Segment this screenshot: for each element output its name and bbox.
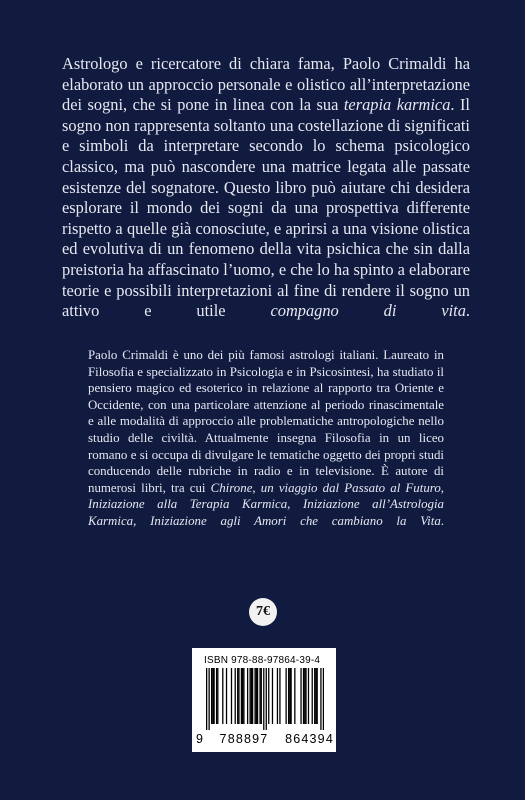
barcode-bar: [213, 668, 214, 724]
barcode-bar: [249, 668, 250, 724]
barcode-bar: [252, 668, 253, 724]
barcode-bar: [261, 668, 262, 724]
barcode-bar: [288, 668, 289, 724]
barcode-bar: [300, 668, 301, 724]
barcode-bar: [222, 668, 223, 724]
barcode-bar: [254, 668, 255, 724]
ean-left-group: 788897: [219, 732, 269, 746]
barcode-bar: [242, 668, 243, 724]
barcode-bar: [211, 668, 212, 724]
book-title: Iniziazione alla Terapia Karmica: [88, 497, 288, 512]
barcode-bar: [251, 668, 252, 724]
barcode-bar: [212, 668, 213, 724]
barcode-bar: [247, 668, 248, 724]
barcode-bar: [263, 668, 264, 730]
bio-text: Paolo Crimaldi è uno dei più famosi astrologi italiani. Laureato in Filosofia e specializzato in Psicologia e in Psicosintesi, ha studiato il pensiero magico ed esoterico in relazione al rapporto tra Oriente e Occidente, con una particolare attenzione al periodo rinascimentale e alle modalità di approccio alle problematiche antropologiche nello studio delle civiltà. Attualmente insegna Filosofia in un liceo romano e si occupa di divulgare le tematiche oggetto dei propri studi conducendo delle rubriche in radio e in televisione. È autore di numerosi libri, tra cui: [88, 348, 444, 495]
barcode-bar: [285, 668, 286, 724]
barcode-bar: [226, 668, 227, 724]
book-title: Iniziazione agli Amori che cambiano la Vita: [150, 513, 441, 528]
blurb-emphasis: terapia karmica: [343, 95, 451, 115]
barcode-bar: [256, 668, 257, 724]
barcode-bar: [294, 668, 295, 724]
barcode-bar: [237, 668, 238, 724]
bio-separator: ,: [133, 513, 151, 528]
author-bio: [88, 347, 444, 546]
barcode-bar: [206, 668, 207, 730]
book-title: Chirone, un viaggio dal Passato al Futuro: [210, 480, 441, 495]
blurb-text: Astrologo e ricercatore di chiara fama, Paolo Crimaldi ha elaborato un approccio personale e olistico all’interpretazione dei sogni, che si pone in linea con la sua: [62, 54, 470, 115]
barcode-bar: [259, 668, 260, 724]
barcode-bar: [289, 668, 290, 724]
ean-first-digit: 9: [196, 732, 203, 746]
barcode-bar: [268, 668, 269, 724]
blurb-text: . Il sogno non rappresenta soltanto una costellazione di significati e simboli da interpretare secondo lo schema psicologico classico, ma può nascondere una matrice legata alle passate esistenze del sognatore. Questo libro può aiutare chi desidera esplorare il mondo dei sogni da una prospettiva differente rispetto a quelle già conosciute, e aprirsi a una visione olistica ed evolutiva di un fenomeno della vita psichica che sin dalla preistoria ha affascinato l’uomo, e che lo ha spinto a elaborare teorie e possibili interpretazioni al fine di rendere il sogno un attivo e utile: [62, 95, 470, 321]
ean-right-group: 864394: [285, 732, 334, 746]
barcode-label: [192, 648, 336, 752]
book-title: Iniziazione all’Astrologia Karmica: [88, 497, 444, 528]
blurb-text: .: [465, 301, 471, 321]
barcode-bar: [272, 668, 273, 724]
barcode-bar: [277, 668, 278, 724]
barcode-image: [206, 668, 324, 730]
bio-separator: ,: [287, 497, 303, 512]
blurb-paragraph: [62, 54, 470, 342]
bio-end: .: [440, 513, 444, 528]
barcode-bar: [290, 668, 291, 724]
barcode-bar: [279, 668, 280, 724]
bio-separator: ,: [440, 480, 444, 495]
barcode-bar: [304, 668, 305, 724]
barcode-bar: [266, 668, 267, 730]
barcode-bar: [320, 668, 321, 730]
barcode-bar: [315, 668, 316, 724]
barcode-bar: [208, 668, 209, 730]
barcode-bar: [314, 668, 315, 724]
barcode-bar: [235, 668, 236, 724]
barcode-bar: [323, 668, 324, 730]
ean-digits: [196, 732, 334, 746]
barcode-bar: [216, 668, 217, 724]
barcode-bar: [308, 668, 309, 724]
blurb-emphasis: compagno di vita: [270, 301, 466, 321]
barcode-bar: [303, 668, 304, 724]
barcode-bar: [241, 668, 242, 724]
barcode-bar: [238, 668, 239, 724]
barcode-bar: [317, 668, 318, 724]
barcode-bar: [312, 668, 313, 724]
barcode-bar: [243, 668, 244, 724]
barcode-bar: [257, 668, 258, 724]
price-badge: 7€: [249, 598, 277, 626]
barcode-bar: [231, 668, 232, 724]
barcode-bar: [305, 668, 306, 724]
barcode-bar: [217, 668, 218, 724]
isbn-number: ISBN 978-88-97864-39-4: [204, 655, 321, 666]
